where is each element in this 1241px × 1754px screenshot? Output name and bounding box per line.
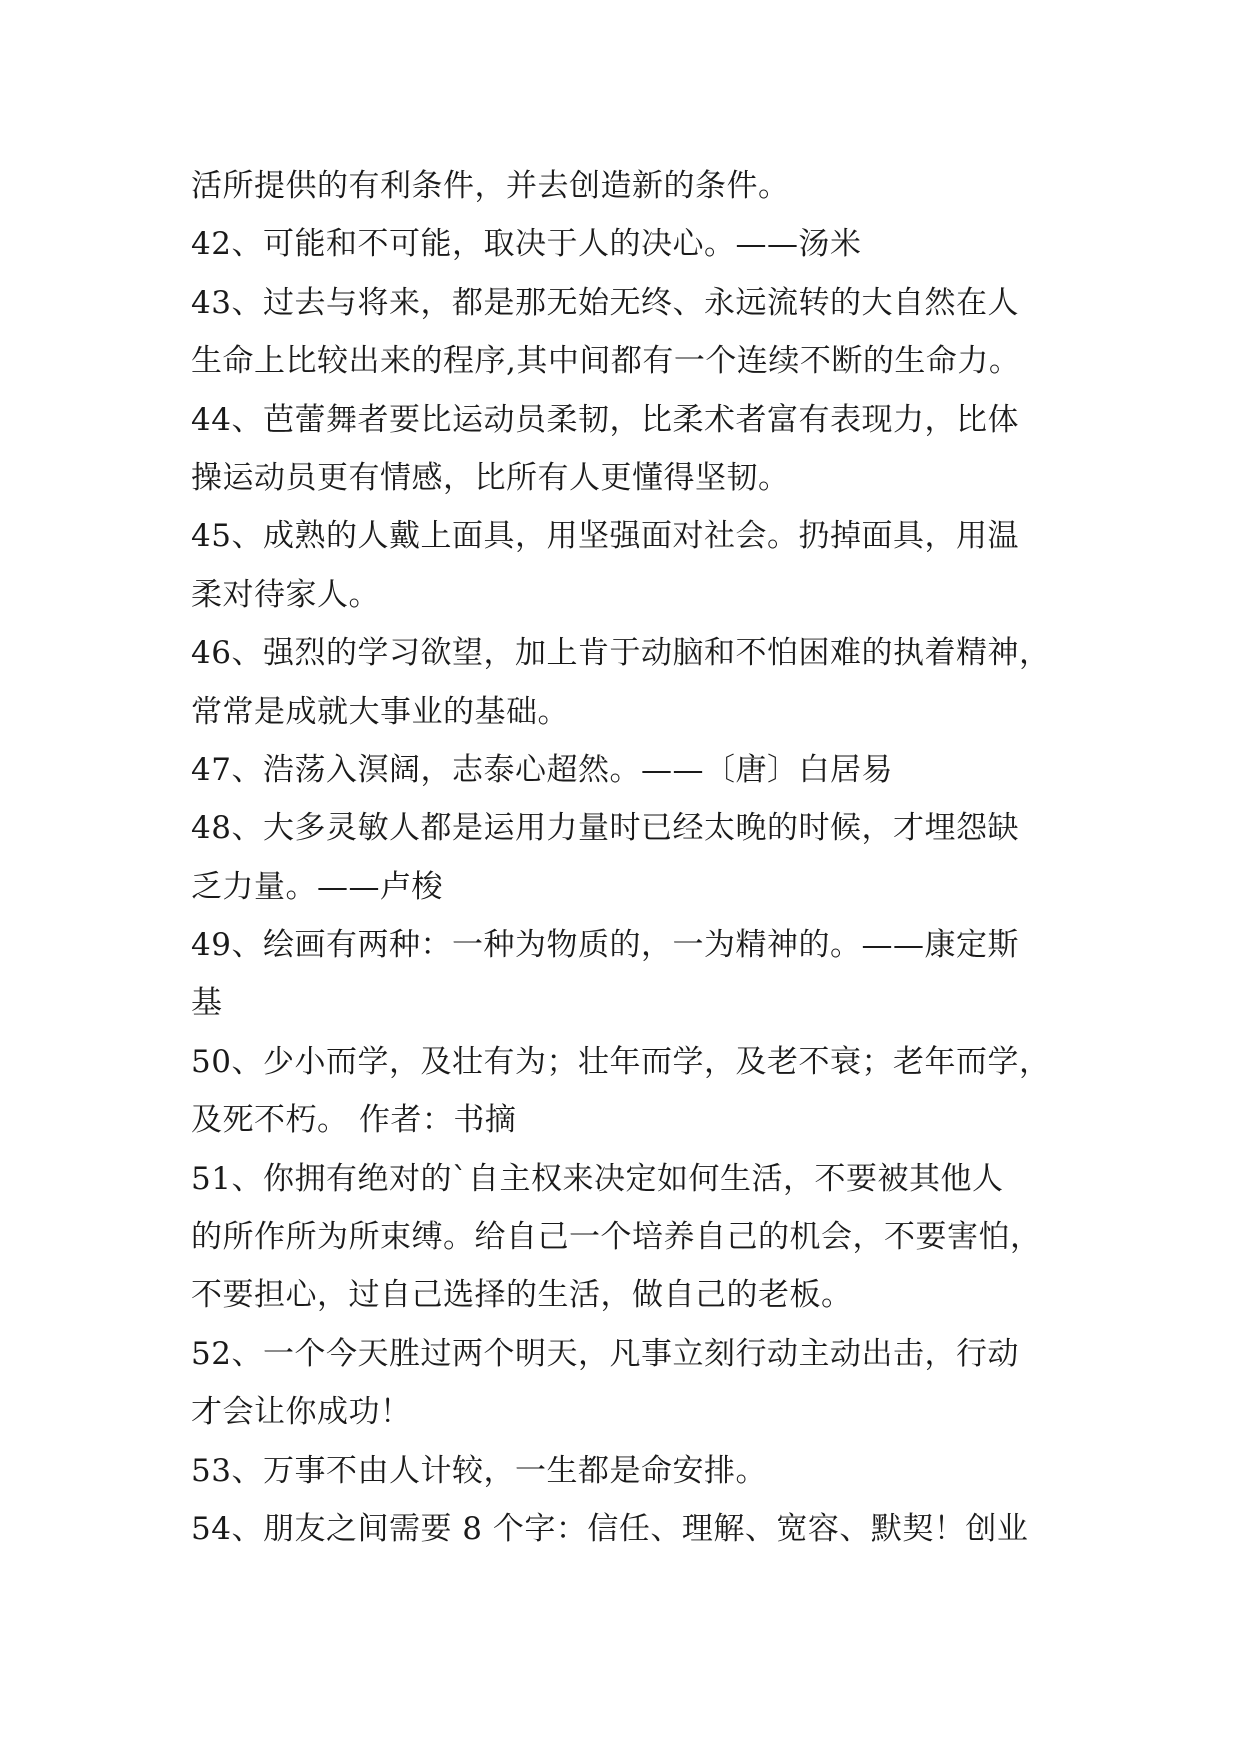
text-line: 的所作所为所束缚。给自己一个培养自己的机会，不要害怕，	[191, 1219, 1042, 1256]
text-line: 生命上比较出来的程序,其中间都有一个连续不断的生命力。	[191, 343, 1021, 380]
text-line: 48、大多灵敏人都是运用力量时已经太晚的时候，才埋怨缺	[191, 810, 1019, 847]
text-line: 44、芭蕾舞者要比运动员柔韧，比柔术者富有表现力，比体	[191, 401, 1019, 438]
text-line: 52、一个今天胜过两个明天，凡事立刻行动主动出击，行动	[191, 1335, 1019, 1372]
text-line: 及死不朽。 作者：书摘	[191, 1102, 517, 1139]
text-line: 51、你拥有绝对的`自主权来决定如何生活，不要被其他人	[191, 1160, 1004, 1197]
text-line: 46、强烈的学习欲望，加上肯于动脑和不怕困难的执着精神，	[191, 635, 1051, 672]
text-line: 活所提供的有利条件，并去创造新的条件。	[191, 168, 790, 204]
text-line: 47、浩荡入溟阔，志泰心超然。——〔唐〕白居易	[191, 751, 893, 788]
text-line: 才会让你成功！	[191, 1394, 412, 1431]
text-line: 常常是成就大事业的基础。	[191, 693, 569, 730]
text-line: 43、过去与将来，都是那无始无终、永远流转的大自然在人	[191, 284, 1019, 321]
quote-text-block	[191, 157, 1051, 1558]
text-line: 柔对待家人。	[191, 576, 380, 613]
text-line: 操运动员更有情感，比所有人更懂得坚韧。	[191, 459, 790, 496]
text-line: 乏力量。——卢梭	[191, 868, 443, 905]
text-line: 42、可能和不可能，取决于人的决心。——汤米	[191, 226, 862, 263]
text-line: 50、少小而学，及壮有为；壮年而学，及老不衰；老年而学，	[191, 1043, 1051, 1080]
text-line: 45、成熟的人戴上面具，用坚强面对社会。扔掉面具，用温	[191, 518, 1019, 555]
text-line: 不要担心，过自己选择的生活，做自己的老板。	[191, 1277, 853, 1314]
text-line: 54、朋友之间需要 8 个字：信任、理解、宽容、默契！创业	[191, 1510, 1029, 1547]
text-line: 53、万事不由人计较，一生都是命安排。	[191, 1452, 767, 1489]
text-line: 基	[191, 985, 223, 1022]
text-line: 49、绘画有两种：一种为物质的，一为精神的。——康定斯	[191, 927, 1019, 964]
